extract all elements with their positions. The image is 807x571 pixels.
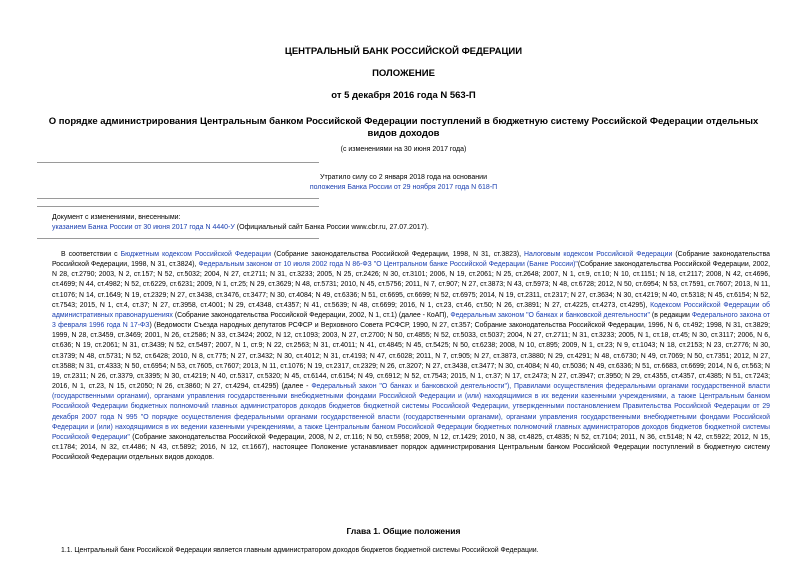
- preamble-text: (Собрание законодательства Российской Федерации, 2008, N 2, ст.116; N 50, ст.5958; 2009, N 12, ст.1429; 2010, N 38, ст.4825, ст.4835; N 52, ст.7104; 2011, N 36, ст.5148; N 42, ст.5922; 2012, N 15, ст.1784; 2014, N 32, ст.4486; N 43, ст.5892; 2016, N 12, ст.1667), настоящее Положение устанавливает порядок администрирования Центральным банком Российской Федерации поступлений в бюджетную систему Российской Федерации отдельных видов доходов.: [52, 433, 770, 462]
- separator-line: [37, 238, 319, 239]
- preamble-text: В соответствии с: [61, 251, 121, 258]
- preamble-text: (Собрание законодательства Российской Федерации, 1998, N 31, ст.3823),: [271, 251, 525, 258]
- preamble-text: (в редакции: [649, 311, 692, 319]
- government-rules-link[interactable]: ), Правилами осуществления федеральными органами государственной власти (государственными органами), органами управления государственными внебюджетными фондами Российской Федерации и (или) находящимися в их ведении казенными учреждениями, а также Центральным банком Российской Федерации бюджетных полномочий главных администраторов доходов бюджетов бюджетной системы Российской Федерации, утвержденными постановлением Правительства Российской Федерации от 29 декабря 2007 года N 995 "О порядке осуществления федеральными органами государственной власти (государственными органами), органами управления государственными внебюджетными фондами Российской Федерации и (или) находящимися в их ведении казенными учреждениями, а также Центральным банком Российской Федерации бюджетных полномочий главных администраторов доходов бюджетов бюджетной системы Российской Федерации": [52, 383, 771, 441]
- banking-law-link[interactable]: Федеральным законом "О банках и банковской деятельности": [450, 311, 650, 319]
- amendments-line: [52, 223, 429, 233]
- preamble-paragraph: [52, 250, 770, 463]
- budget-code-link[interactable]: Бюджетным кодексом Российской Федерации: [120, 251, 271, 258]
- separator-line: [37, 206, 319, 207]
- doc-date: от 5 декабря 2016 года N 563-П: [331, 90, 476, 101]
- federal-law-17fz-link[interactable]: Федерального закона от 3 февраля 1996 года N 17-ФЗ: [52, 311, 770, 330]
- doc-title: О порядке администрирования Центральным банком Российской Федерации поступлений в бюджетную систему Российской Федерации отдельных видов доходов: [48, 116, 759, 139]
- central-bank-law-link[interactable]: Федеральным законом от 10 июля 2002 года N 86-ФЗ "О Центральном банке Российской Федерации (Банке России)": [198, 261, 578, 269]
- amendments-label: Документ с изменениями, внесенными:: [52, 214, 181, 221]
- org-name: ЦЕНТРАЛЬНЫЙ БАНК РОССИЙСКОЙ ФЕДЕРАЦИИ: [284, 46, 523, 57]
- tax-code-link[interactable]: Налоговым кодексом Российской Федерации: [524, 251, 673, 258]
- banking-law-short-link[interactable]: Федеральный закон "О банках и банковской деятельности": [311, 383, 507, 391]
- koap-link[interactable]: Кодексом Российской Федерации об административных правонарушениях: [52, 301, 770, 319]
- paragraph-1-1: 1.1. Центральный банк Российской Федерации является главным администратором доходов бюджетов бюджетной системы Российской Федерации.: [61, 547, 539, 554]
- amendment-source: (Официальный сайт Банка России www.cbr.ru, 27.07.2017).: [234, 224, 429, 231]
- expiry-text: Утратило силу со 2 января 2018 года на основании: [320, 174, 487, 181]
- separator-line: [37, 198, 319, 199]
- chapter-title: Глава 1. Общие положения: [346, 526, 461, 536]
- preamble-text: ) (Ведомости Съезда народных депутатов РСФСР и Верховного Совета РСФСР, 1990, N 27, ст.357; Собрание законодательства Российской Федерации, 1996, N 6, ст.492; 1998, N 31, ст.3829; 1999, N 28, ст.3459, ст.3469; 2001, N 26, ст.2586; N 33, ст.3424; 2002, N 12, ст.1093; 2003, N 27, ст.2700; N 50, ст.4855; N 52, ст.5033, ст.5037; 2004, N 27, ст.2711; N 31, ст.3233; 2005, N 1, ст.18, ст.45; N 30, ст.3117; 2006, N 6, ст.636; N 19, ст.2061; N 31, ст.3439; N 52, ст.5497; 2007, N 1, ст.9; N 22, ст.2563; N 31, ст.4011; N 41, ст.4845; N 45, ст.5425; N 50, ст.6238; 2008, N 10, ст.895; 2009, N 1, ст.23; N 9, ст.1043; N 18, ст.2153; N 23, ст.2776; N 30, ст.3739; N 48, ст.5731; N 52, ст.6428; 2010, N 8, ст.775; N 27, ст.3432; N 30, ст.4012; N 31, ст.4193; N 47, ст.6028; 2011, N 7, ст.905; N 27, ст.3873, ст.3880; N 29, ст.4291; N 48, ст.6730; N 49, ст.7069; N 50, ст.7351; 2012, N 27, ст.3588; N 31, ст.4333; N 50, ст.6954; N 53, ст.7605, ст.7607; 2013, N 11, ст.1076; N 19, ст.2317, ст.2329; N 26, ст.3207; N 27, ст.3438, ст.3477; N 30, ст.4084; N 40, ст.5036; N 49, ст.6336; N 51, ст.6683, ст.6699; 2014, N 6, ст.563; N 19, ст.2311; N 26, ст.3379, ст.3395; N 30, ст.4219; N 40, ст.5317, ст.5320; N 45, ст.6144, ст.6154; N 49, ст.6912; N 52, ст.7543; 2015, N 1, ст.37; N 17, ст.2473; N 27, ст.3947; ст.3950; N 29, ст.4355, ст.4357, ст.4385; N 51, ст.7243; 2016, N 1, ст.23, N 15, ст.2050; N 26, ст.3860; N 27, ст.4294, ст.4295) (далее -: [52, 322, 771, 391]
- expiry-link[interactable]: положения Банка России от 29 ноября 2017 года N 618-П: [309, 184, 498, 191]
- preamble-text: (Собрание законодательства Российской Федерации, 1998, N 31, ст.3824),: [52, 251, 771, 269]
- separator-line: [37, 162, 319, 163]
- amendment-link[interactable]: указанием Банка России от 30 июня 2017 года N 4440-У: [52, 224, 235, 231]
- preamble-text: (Собрание законодательства Российской Федерации, 2002, N 1, ст.1) (далее - КоАП),: [172, 311, 451, 319]
- edition-note: (с изменениями на 30 июня 2017 года): [340, 146, 467, 153]
- preamble-text: (Собрание законодательства Российской Федерации, 2002, N 28, ст.2790; 2003, N 2, ст.157; N 52, ст.5032; 2004, N 27, ст.2711; N 31, ст.3233; 2005, N 25, ст.2426; N 30, ст.3101; 2006, N 19, ст.2061; N 25, ст.2648; 2007, N 1, ст.9, ст.10; N 10, ст.1151; N 18, ст.2117; 2008, N 42, ст.4696, ст.4699; N 44, ст.4982; N 52, ст.6229, ст.6231; 2009, N 1, ст.25; N 29, ст.3629; N 48, ст.5731; 2010, N 45, ст.5756; 2011, N 7, ст.907; N 27, ст.3873; N 43, ст.5973; N 48, ст.6728; 2012, N 50, ст.6954; N 53, ст.7591, ст.7607; 2013, N 11, ст.1076; N 14, ст.1649; N 19, ст.2329; N 27, ст.3438, ст.3476, ст.3477; N 30, ст.4084; N 49, ст.6336; N 51, ст.6695, ст.6699; N 52, ст.6975; 2014, N 19, ст.2311, ст.2317; N 27, ст.3634; N 30, ст.4219; N 40, ст.5318; N 45, ст.6154; N 52, ст.7543; 2015, N 1, ст.4, ст.37; N 27, ст.3958, ст.4001; N 29, ст.4348, ст.4357; N 41, ст.5639; N 48, ст.6699; 2016, N 1, ст.23, ст.46, ст.50; N 26, ст.3891; N 27, ст.4225, ст.4273, ст.4295),: [52, 261, 770, 309]
- doc-type: ПОЛОЖЕНИЕ: [372, 68, 435, 79]
